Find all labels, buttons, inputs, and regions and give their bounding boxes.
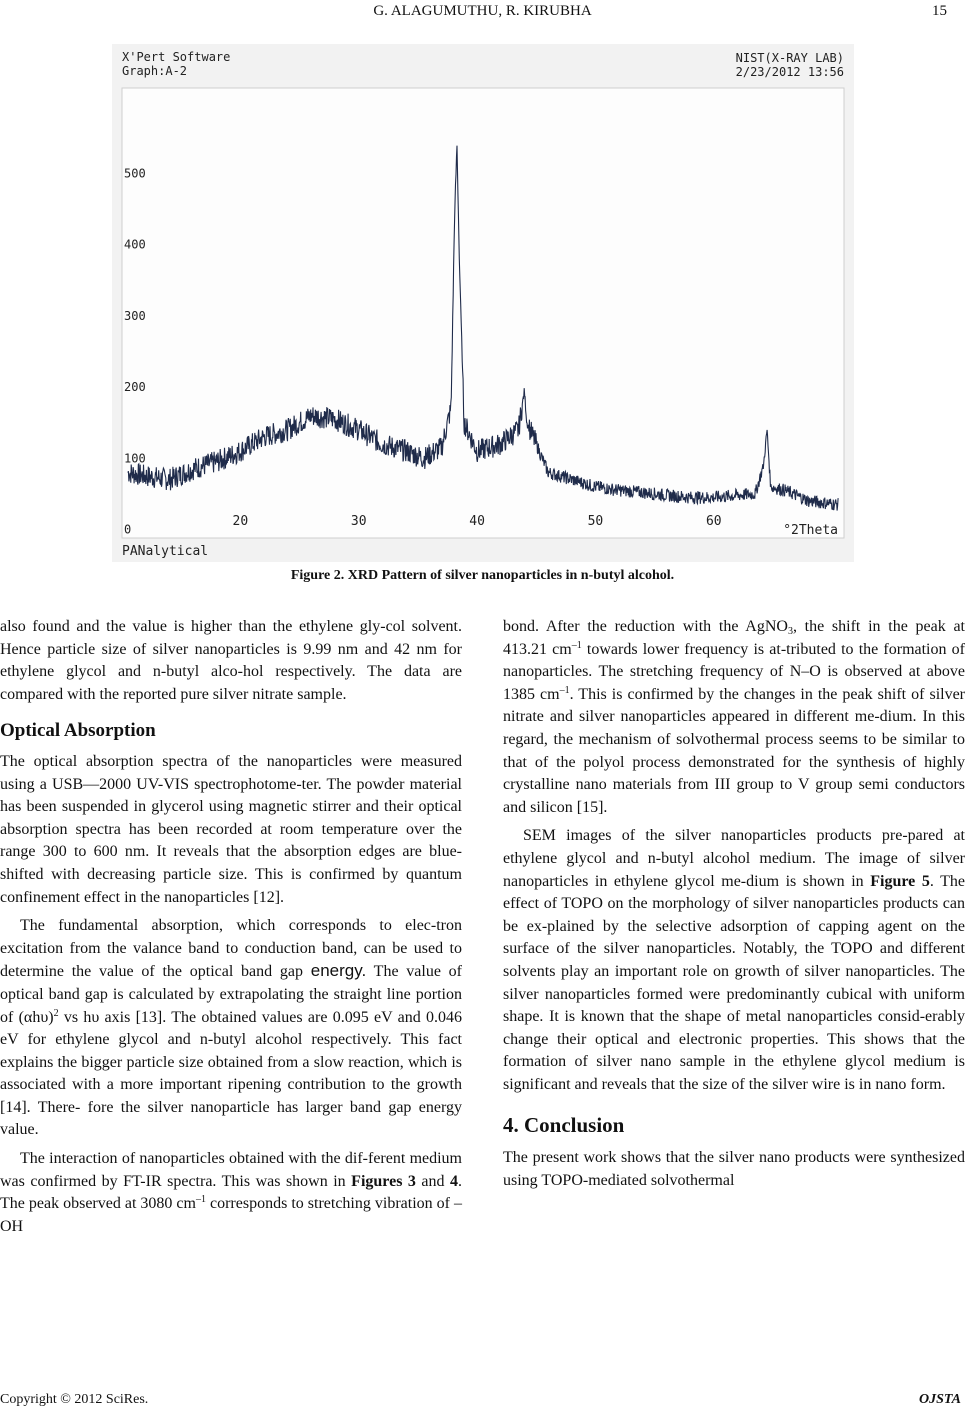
copyright-footer: Copyright © 2012 SciRes. [0, 1392, 149, 1407]
figure-caption: Figure 2. XRD Pattern of silver nanoparticles in n-butyl alcohol. [290, 568, 675, 583]
xrd-chart [112, 44, 854, 562]
running-header-authors: G. ALAGUMUTHU, R. KIRUBHA [373, 3, 592, 19]
x-tick-label: 40 [469, 514, 485, 529]
software-label: X'Pert Software [122, 50, 231, 64]
y-tick-label: 200 [124, 380, 146, 395]
x-tick-label: 30 [350, 514, 367, 529]
section-heading-conclusion: 4. Conclusion [503, 1113, 625, 1138]
datetime-label: 2/23/2012 13:56 [735, 65, 844, 79]
left-column [0, 616, 462, 1238]
x-tick-label: 20 [232, 514, 249, 529]
xrd-figure [112, 44, 854, 562]
y-tick-label: 100 [124, 451, 146, 466]
graph-label: Graph:A-2 [122, 64, 188, 78]
paragraph-agno3-shift: bond. After the reduction with the AgNO$_3$, the shift in the peak at 413.21 $cm^{-1}$ towards lower frequency is at-tributed to the formation of nanoparticles. The stretching frequency of N–O is observed at above 1385 $cm^{-1}$. This is confirmed by the changes in the peak shift of silver nitrate and silver nanoparticles appeared in different me-dium. In this regard, the mechanism of solvothermal process seems to be similar to that of the polyol process demonstrated for the synthesis of highly crystalline nano materials from III group to V group semi conductors and silicon [15]. [503, 618, 965, 816]
y-tick-label: 300 [124, 308, 146, 323]
x-axis-label: °2Theta [783, 523, 838, 538]
y-tick-label: 400 [124, 237, 146, 252]
paragraph-band-gap: The fundamental absorption, which corresponds to elec-tron excitation from the valance band to conduction band, can be used to determine the value of the optical band gap energy. The value of optical band gap is calculated by extrapolating the straight line portion of $(\alpha h\upsilon)^2$ vs hυ axis [13]. The obtained values are 0.095 eV and 0.046 eV for ethylene glycol and n-butyl alcohol respectively. This fact explains the bigger particle size obtained from a slow reaction, which is associated with a more important ripening contribution to the growth [14]. There- fore the silver nanoparticle has larger band gap energy value. [0, 917, 463, 1139]
section-heading-optical-absorption: Optical Absorption [0, 720, 156, 742]
journal-footer: OJSTA [918, 1392, 961, 1407]
plot-frame [122, 88, 844, 538]
lab-label: NIST(X-RAY LAB) [735, 51, 844, 65]
paragraph-ftir: The interaction of nanoparticles obtained with the dif-ferent medium was confirmed by FT-IR spectra. This was shown in Figures 3 and 4. The peak observed at 3080 $cm^{-1}$ corresponds to stretching vibration of –OH [0, 1150, 463, 1235]
page-number: 15 [932, 3, 947, 19]
figure-3-reference: Figures 3 [351, 1172, 416, 1190]
x-tick-label: 60 [705, 514, 722, 529]
y-tick-label: 500 [124, 166, 146, 181]
y-tick-label: 0 [124, 522, 132, 537]
paragraph-sem-images: SEM images of the silver nanoparticles products pre-pared at ethylene glycol and n-butyl alcohol medium. The image of silver nanoparticles in ethylene glycol me-dium is shown in Figure 5. The effect of TOPO on the morphology of silver nanoparticles products can be ex-plained by the selective adsorption of capping agent on the surface of the silver nanoparticles. Notably, the TOPO and different solvents play an important role on growth of silver nanoparticles. The silver nanoparticles formed were predominantly cubical with uniform shape. It is known that the shape of metal nanoparticles consid-erably change their optical and electronic properties. This shows that the formation of silver nano sample in the ethylene glycol medium is significant and reveals that the size of the silver wire is in nano form. [503, 827, 965, 1093]
brand-label: PANalytical [122, 544, 209, 559]
paragraph-optical-absorption: The optical absorption spectra of the nanoparticles were measured using a USB—2000 UV-VIS spectrophotome-ter. The powder material has been suspended in glycerol using magnetic stirrer and their optical absorption spectra has been recorded at room temperature over the range 300 to 600 nm. It reveals that the absorption edges are blue-shifted with decreasing particle size. This is confirmed by quantum confinement effect in the nanoparticles [12]. [0, 752, 462, 906]
paragraph-continuation: also found and the value is higher than the ethylene gly-col solvent. Hence particle size of silver nanoparticles is 9.99 nm and 42 nm for ethylene glycol and n-butyl alco-hol respectively. The data are compared with the reported pure silver nitrate sample. [0, 618, 462, 703]
x-tick-label: 50 [587, 514, 604, 529]
paragraph-conclusion: The present work shows that the silver nano products were synthesized using TOPO-mediated solvothermal [503, 1149, 965, 1189]
figure-5-reference: Figure 5 [870, 872, 930, 890]
right-column [503, 616, 965, 1192]
figure-4-reference: 4 [450, 1172, 459, 1190]
